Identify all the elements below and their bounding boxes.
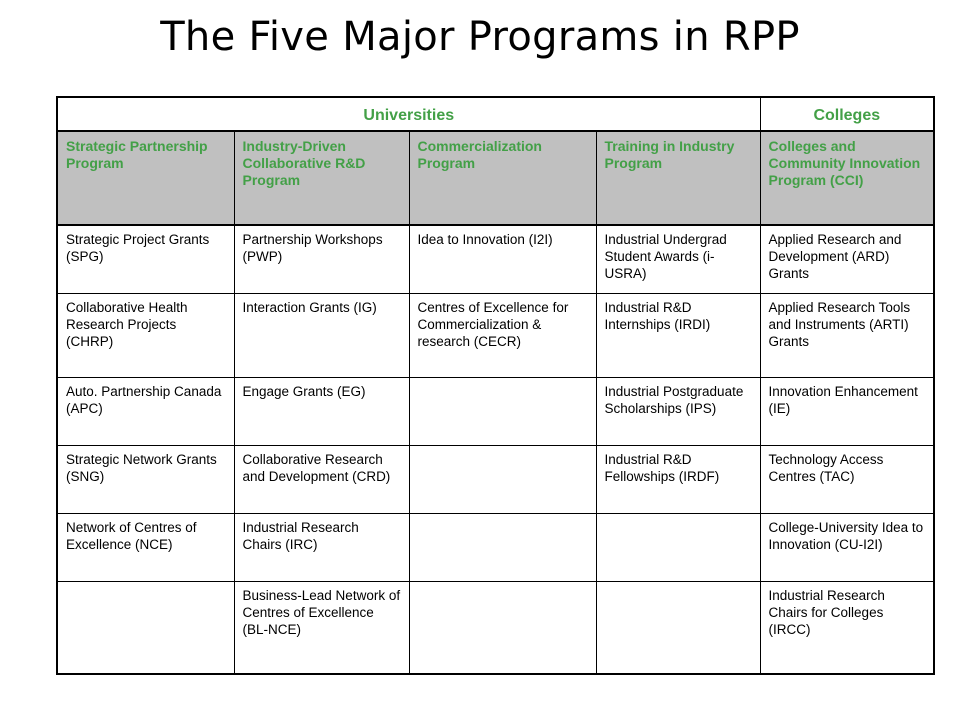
table-cell: Industrial R&D Internships (IRDI) — [596, 294, 760, 378]
programs-table — [56, 96, 935, 675]
table-cell: Industrial Research Chairs (IRC) — [234, 514, 409, 582]
table-row — [57, 514, 934, 582]
table-cell: Industrial Research Chairs for Colleges (IRCC) — [760, 582, 934, 675]
table-row — [57, 294, 934, 378]
table-cell: Innovation Enhancement (IE) — [760, 378, 934, 446]
group-universities: Universities — [57, 97, 760, 131]
table-cell: Industrial R&D Fellowships (IRDF) — [596, 446, 760, 514]
table-cell: Industrial Undergrad Student Awards (i-USRA) — [596, 225, 760, 294]
table-cell — [596, 514, 760, 582]
table-cell: Strategic Network Grants (SNG) — [57, 446, 234, 514]
table-cell: Idea to Innovation (I2I) — [409, 225, 596, 294]
table-cell: Technology Access Centres (TAC) — [760, 446, 934, 514]
group-colleges: Colleges — [760, 97, 934, 131]
table-row — [57, 582, 934, 675]
program-header: Industry-Driven Collaborative R&D Program — [234, 131, 409, 225]
program-header-row — [57, 131, 934, 225]
table-cell: Engage Grants (EG) — [234, 378, 409, 446]
program-header: Colleges and Community Innovation Program (CCI) — [760, 131, 934, 225]
table-cell: Strategic Project Grants (SPG) — [57, 225, 234, 294]
table-cell: Partnership Workshops (PWP) — [234, 225, 409, 294]
table-cell: Collaborative Research and Development (CRD) — [234, 446, 409, 514]
table-cell: Business-Lead Network of Centres of Excellence (BL-NCE) — [234, 582, 409, 675]
table-cell: Applied Research and Development (ARD) Grants — [760, 225, 934, 294]
table-cell — [409, 378, 596, 446]
table-cell — [596, 582, 760, 675]
table-row — [57, 225, 934, 294]
table-cell: Industrial Postgraduate Scholarships (IPS) — [596, 378, 760, 446]
program-header: Commercialization Program — [409, 131, 596, 225]
table-cell: Auto. Partnership Canada (APC) — [57, 378, 234, 446]
table-cell: Centres of Excellence for Commercialization & research (CECR) — [409, 294, 596, 378]
group-header-row — [57, 97, 934, 131]
program-header: Training in Industry Program — [596, 131, 760, 225]
table-cell: Collaborative Health Research Projects (CHRP) — [57, 294, 234, 378]
table-cell — [409, 446, 596, 514]
table-row — [57, 446, 934, 514]
table-cell — [409, 514, 596, 582]
table-cell — [409, 582, 596, 675]
slide-title: The Five Major Programs in RPP — [160, 14, 800, 60]
program-header: Strategic Partnership Program — [57, 131, 234, 225]
table-cell: Applied Research Tools and Instruments (ARTI) Grants — [760, 294, 934, 378]
table-cell — [57, 582, 234, 675]
table-cell: Network of Centres of Excellence (NCE) — [57, 514, 234, 582]
table-cell: College-University Idea to Innovation (CU-I2I) — [760, 514, 934, 582]
table-cell: Interaction Grants (IG) — [234, 294, 409, 378]
table-row — [57, 378, 934, 446]
